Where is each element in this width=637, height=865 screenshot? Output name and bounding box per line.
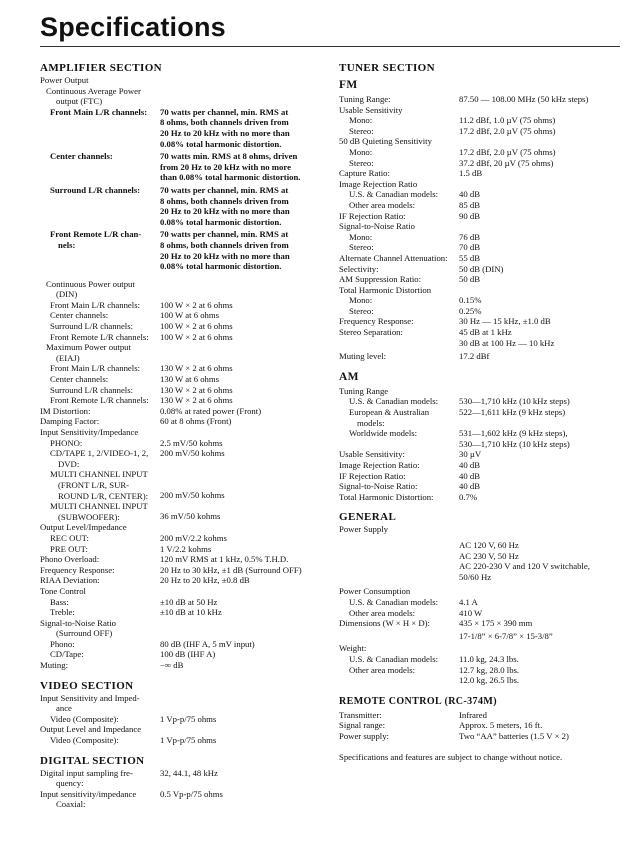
tone-control-heading: Tone Control (40, 585, 86, 596)
digital-sampling: Digital input sampling fre- quency: 32, 44.1, 48 kHz (40, 767, 218, 789)
selectivity: Selectivity: 50 dB (DIN) (339, 263, 504, 274)
subwoofer-input: MULTI CHANNEL INPUT (SUBWOOFER): 36 mV/50 kohms (50, 501, 221, 522)
din-row: Surround L/R channels: 100 W × 2 at 6 ohms (50, 321, 233, 332)
im-distortion: IM Distortion: 0.08% at rated power (Front) (40, 405, 262, 416)
max-row: Front Main L/R channels: 130 W × 2 at 6 ohms (50, 363, 233, 374)
max-heading: Maximum Power output (46, 342, 131, 353)
am-suppression: AM Suppression Ratio: 50 dB (339, 274, 480, 285)
if-rejection: IF Rejection Ratio: 90 dB (339, 210, 480, 221)
cd-tape-snr: CD/Tape: 100 dB (IHF A) (50, 649, 216, 660)
ftc-center: Center channels: 70 watts min. RMS at 8 ohms, driven from 20 Hz to 20 kHz with no more than 0.08% total harmonic distortion. (50, 151, 301, 183)
max-heading-2: (EIAJ) (56, 352, 80, 363)
image-rejection-heading: Image Rejection Ratio (339, 178, 418, 189)
muting-row: Muting: −∞ dB (40, 660, 184, 671)
am-tuning-range-heading: Tuning Range (339, 385, 389, 396)
power-output-label: Power Output (40, 75, 89, 85)
remote-signal-range: Signal range: Approx. 5 meters, 16 ft. (339, 720, 543, 731)
input-sensitivity-heading: Input Sensitivity/Impedance (40, 427, 139, 437)
remote-transmitter: Transmitter: Infrared (339, 709, 487, 720)
cap-label-2: output (FTC) (56, 96, 103, 107)
cap-label: Continuous Average Power (46, 85, 141, 96)
fm-frequency-response: Frequency Response: 30 Hz — 15 kHz, ±1.0 dB (339, 316, 551, 327)
pre-out: PRE OUT: 1 V/2.2 kohms (50, 543, 212, 554)
video-output-heading: Output Level and Impedance (40, 724, 142, 735)
digital-heading: DIGITAL SECTION (40, 754, 145, 767)
snr-heading: Signal-to-Noise Ratio (40, 617, 117, 628)
coaxial-label: Coaxial: (56, 799, 86, 810)
tuner-heading: TUNER SECTION (339, 62, 435, 74)
din-row: Center channels: 100 W at 6 ohms (50, 310, 220, 321)
right-column (339, 62, 621, 763)
fm-thd-mono: Mono: 0.15% (349, 295, 482, 306)
irr-other: Other area models: 85 dB (349, 199, 480, 210)
am-snr: Signal-to-Noise Ratio: 40 dB (339, 481, 480, 492)
fm-snr-heading: Signal-to-Noise Ratio (339, 221, 416, 232)
ftc-front-main: Front Main L/R channels: 70 watts per channel, min. RMS at 8 ohms, both channels driven from 20 Hz to 20 kHz with no more than 0.08% total harmonic distortion. (50, 106, 290, 149)
damping-factor: Damping Factor: 60 at 8 ohms (Front) (40, 416, 232, 427)
weight-us: U.S. & Canadian models: 11.0 kg, 24.3 lbs. (349, 653, 519, 664)
am-range-us: U.S. & Canadian models: 530—1,710 kHz (10 kHz steps) (349, 396, 570, 407)
am-range-eu: European & Australian models: 522—1,611 kHz (9 kHz steps) (349, 407, 566, 428)
din-heading: Continuous Power output (46, 278, 135, 289)
digital-impedance: Input sensitivity/impedance 0.5 Vp-p/75 ohms (40, 788, 223, 799)
video-output-composite: Video (Composite): 1 Vp-p/75 ohms (50, 735, 217, 746)
am-if-rejection: IF Rejection Ratio: 40 dB (339, 470, 480, 481)
din-row: Front Remote L/R channels: 100 W × 2 at 6 ohms (50, 331, 233, 342)
page-title: Specifications (40, 12, 226, 42)
general-heading: GENERAL (339, 511, 397, 524)
dimensions: Dimensions (W × H × D): 435 × 175 × 390 mm 17-1/8” × 6-7/8” × 15-3/8” (339, 618, 553, 641)
muting-level: Muting level: 17.2 dBf (339, 351, 490, 362)
fm-thd-heading: Total Harmonic Distortion (339, 284, 432, 295)
phono-input: PHONO: 2.5 mV/50 kohms (50, 437, 223, 448)
fm-thd-stereo: Stereo: 0.25% (349, 305, 482, 316)
amplifier-heading: AMPLIFIER SECTION (40, 62, 163, 74)
remote-power-supply: Power supply: Two “AA” batteries (1.5 V × 2) (339, 730, 569, 741)
max-row: Front Remote L/R channels: 130 W × 2 at 6 ohms (50, 395, 233, 406)
footnote: Specifications and features are subject to change without notice. (339, 752, 563, 763)
multichannel-input: MULTI CHANNEL INPUT (FRONT L/R, SUR- ROUND L/R, CENTER): 200 mV/50 kohms (50, 469, 225, 501)
title-rule (40, 46, 620, 47)
max-row: Surround L/R channels: 130 W × 2 at 6 ohms (50, 384, 233, 395)
left-column (40, 62, 320, 810)
am-image-rejection: Image Rejection Ratio: 40 dB (339, 460, 480, 470)
fm-snr-mono: Mono: 76 dB (349, 231, 480, 242)
frequency-response: Frequency Response: 20 Hz to 30 kHz, ±1 dB (Surround OFF) (40, 564, 302, 575)
ftc-surround: Surround L/R channels: 70 watts per channel, min. RMS at 8 ohms, both channels driven from 20 Hz to 20 kHz with no more than 0.08% total harmonic distortion. (50, 184, 290, 227)
alternate-channel: Alternate Channel Attenuation: 55 dB (339, 252, 480, 263)
weight-heading: Weight: (339, 643, 367, 654)
video-input-composite: Video (Composite): 1 Vp-p/75 ohms (50, 713, 217, 724)
q-mono: Mono: 17.2 dBf, 2.0 µV (75 ohms) (349, 146, 556, 157)
max-row: Center channels: 130 W at 6 ohms (50, 374, 220, 385)
stereo-separation: Stereo Separation: 45 dB at 1 kHz 30 dB at 100 Hz — 10 kHz (339, 327, 555, 348)
irr-us: U.S. & Canadian models: 40 dB (349, 189, 480, 200)
fm-snr-stereo: Stereo: 70 dB (349, 242, 480, 253)
us-mono: Mono: 11.2 dBf, 1.0 µV (75 ohms) (349, 115, 556, 126)
am-range-worldwide: Worldwide models: 531—1,602 kHz (9 kHz steps), 530—1,710 kHz (10 kHz steps) (349, 428, 570, 449)
phono-snr: Phono: 80 dB (IHF A, 5 mV input) (50, 638, 255, 649)
rec-out: REC OUT: 200 mV/2.2 kohms (50, 532, 227, 543)
remote-heading: REMOTE CONTROL (RC-374M) (339, 695, 497, 707)
video-input-heading: Input Sensitivity and Imped- ance (40, 692, 140, 714)
power-consumption-heading: Power Consumption (339, 586, 411, 597)
weight-other: Other area models: 12.7 kg, 28.0 lbs. 12.0 kg, 26.5 lbs. (349, 664, 520, 686)
treble-row: Treble: ±10 dB at 10 kHz (50, 607, 222, 618)
capture-ratio: Capture Ratio: 1.5 dB (339, 168, 483, 179)
din-row: Front Main L/R channels: 100 W × 2 at 6 ohms (50, 299, 233, 310)
q-stereo: Stereo: 37.2 dBf, 20 µV (75 ohms) (349, 157, 554, 168)
din-heading-2: (DIN) (56, 289, 78, 300)
pc-us: U.S. & Canadian models: 4.1 A (349, 596, 478, 607)
video-heading: VIDEO SECTION (40, 679, 134, 692)
fm-tuning-range: Tuning Range: 87.50 — 108.00 MHz (50 kHz steps) (339, 94, 589, 104)
power-supply-heading: Power Supply (339, 524, 388, 535)
bass-row: Bass: ±10 dB at 50 Hz (50, 596, 218, 607)
riaa-deviation: RIAA Deviation: 20 Hz to 20 kHz, ±0.8 dB (40, 575, 250, 586)
quieting-heading: 50 dB Quieting Sensitivity (339, 136, 432, 147)
usable-sensitivity-heading: Usable Sensitivity (339, 104, 403, 115)
cd-input: CD/TAPE 1, 2/VIDEO-1, 2, DVD: 200 mV/50 kohms (50, 448, 225, 469)
output-level-heading: Output Level/Impedance (40, 522, 127, 533)
snr-heading-2: (Surround OFF) (56, 628, 113, 639)
phono-overload: Phono Overload: 120 mV RMS at 1 kHz, 0.5% T.H.D. (40, 554, 289, 565)
ftc-front-remote: Front Remote L/R chan- nels: 70 watts per channel, min. RMS at 8 ohms, both channels driven from 20 Hz to 20 kHz with no more than 0.08% total harmonic distortion. (50, 229, 290, 272)
us-stereo: Stereo: 17.2 dBf, 2.0 µV (75 ohms) (349, 125, 556, 136)
fm-heading: FM (339, 79, 358, 91)
am-thd: Total Harmonic Distortion: 0.7% (339, 491, 478, 502)
power-supply-values: AC 120 V, 60 Hz AC 230 V, 50 Hz AC 220-230 V and 120 V switchable, 50/60 Hz (459, 539, 590, 582)
pc-other: Other area models: 410 W (349, 607, 483, 618)
am-usable-sensitivity: Usable Sensitivity: 30 µV (339, 449, 482, 460)
am-heading: AM (339, 370, 359, 383)
